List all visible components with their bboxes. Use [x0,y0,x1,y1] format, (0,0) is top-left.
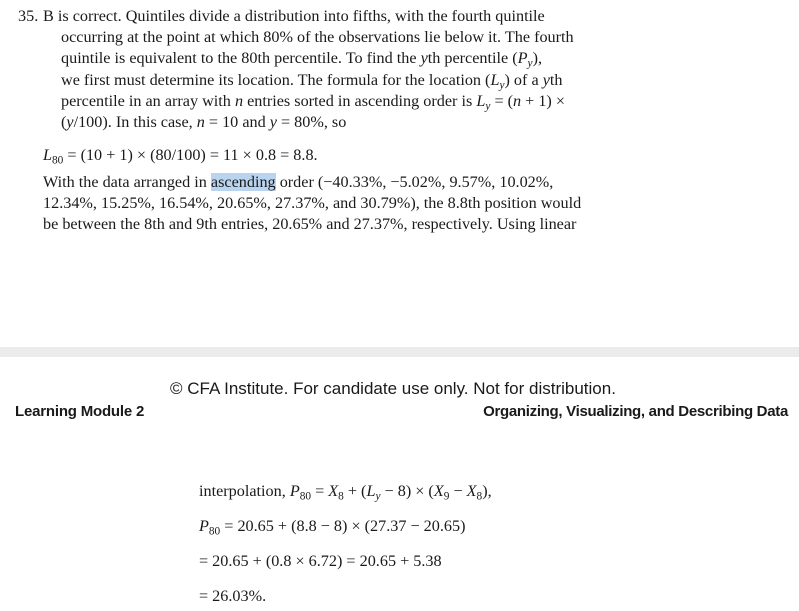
data-paragraph [43,172,643,236]
data-line-1: With the data arranged in ascending order (−40.33%, −5.02%, 9.57%, 10.02%, [43,173,554,191]
answer-line-3: quintile is equivalent to the 80th percentile. To find the yth percentile $(P_y)$, [61,49,542,70]
data-line-3: be between the 8th and 9th entries, 20.65% and 27.37%, respectively. Using linear [43,215,577,234]
answer-line-1: B is correct. Quintiles divide a distribution into fifths, with the fourth quintile [43,7,545,25]
calc-line-1: $P_{80} = 20.65 + (8.8 - 8) \times (27.37 - 20.65)$ [199,517,466,538]
section-header: Organizing, Visualizing, and Describing Data [483,403,788,420]
answer-line-2: occurring at the point at which 80% of the observations lie below it. The fourth [61,28,574,47]
answer-paragraph [18,6,618,133]
answer-text [43,6,618,133]
data-line-2: 12.34%, 15.25%, 16.54%, 20.65%, 27.37%, and 30.79%), the 8.8th position would [43,194,582,213]
page-bottom [0,357,799,611]
question-number: 35. [18,7,39,25]
selected-text-highlight[interactable]: ascending [210,173,276,191]
module-header: Learning Module 2 [15,403,145,420]
calc-line-2: = 20.65 + (0.8 × 6.72) = 20.65 + 5.38 [199,552,442,570]
calc-result: = 26.03%. [199,587,267,605]
answer-line-4: we first must determine its location. The formula for the location $(L_y)$ of a yth [61,70,563,91]
copyright-notice: © CFA Institute. For candidate use only. Not for distribution. [170,379,616,398]
page-divider [0,347,799,357]
answer-line-5: percentile in an array with n entries sorted in ascending order is $L_y = (n + 1)$ × [61,91,565,113]
answer-line-6: (y/100). In this case, n = 10 and y = 80%, so [61,113,347,132]
interpolation-line: interpolation, $P_{80} = X_8 + (L_y - 8) \times (X_9 - X_8)$, [199,482,492,503]
location-formula: $L_{80} = (10 + 1) \times (80/100) = 11 \times 0.8 = 8.8$. [43,146,318,167]
